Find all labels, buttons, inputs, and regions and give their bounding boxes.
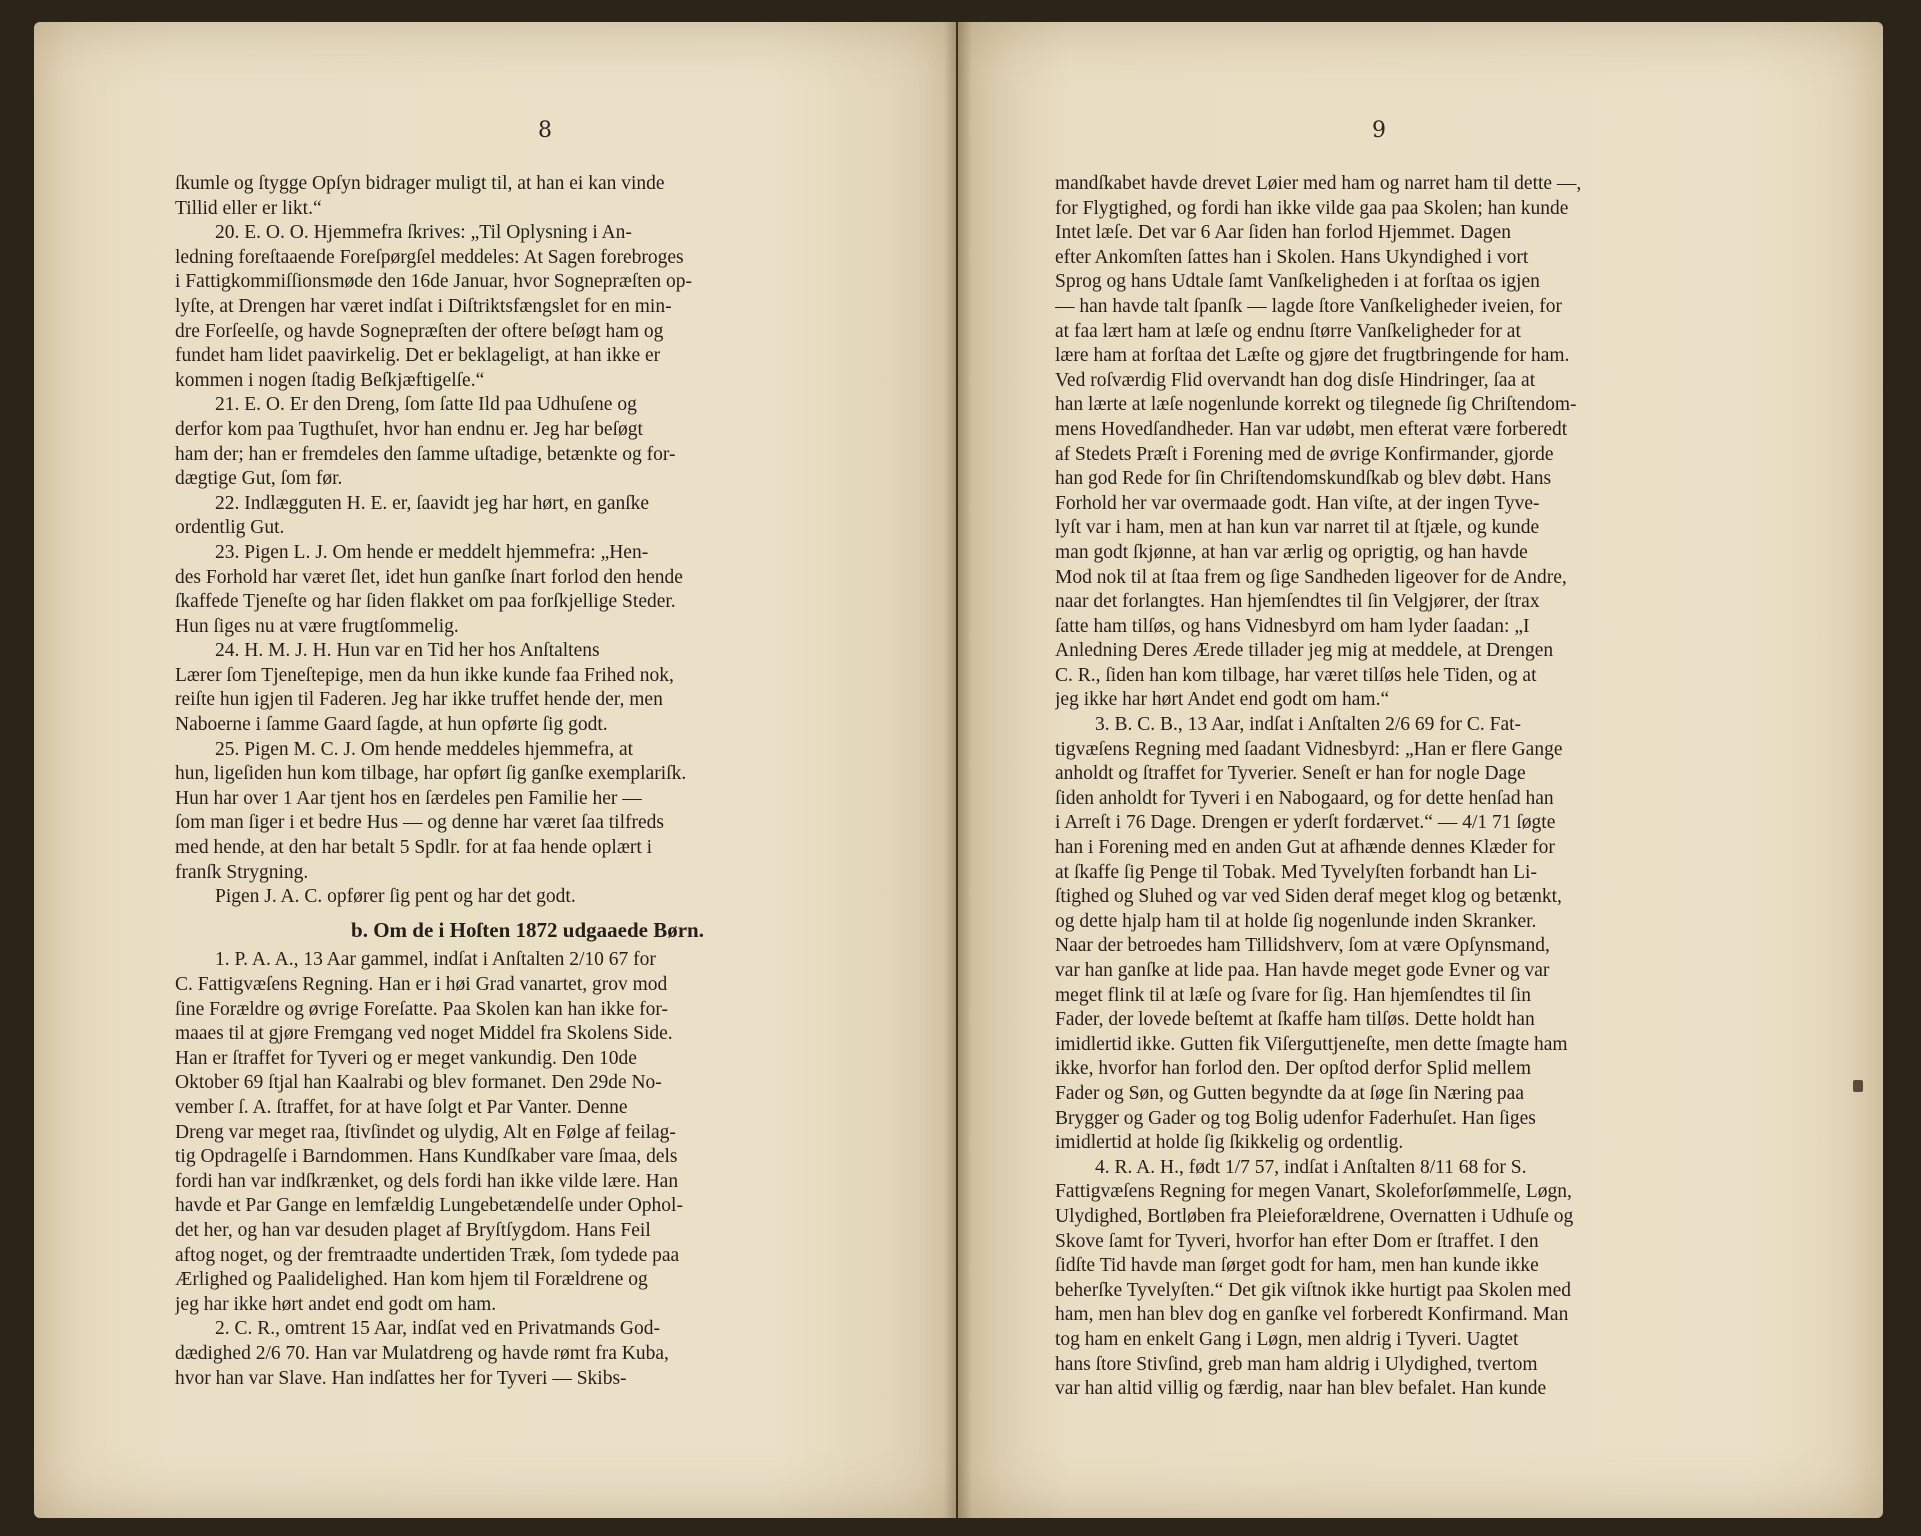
text-line: reiſte hun igjen til Faderen. Jeg har ikke truffet hende der, men [175,689,663,711]
text-line: beherſke Tyvelyſten.“ Det gik viſtnok ikke hurtigt paa Skolen med [1055,1279,1571,1301]
text-line: Naar der betroedes ham Tillidshverv, ſom at være Opſynsmand, [1055,935,1550,957]
text-line: Oktober 69 ſtjal han Kaalrabi og blev formanet. Den 29de No- [175,1072,662,1094]
text-line: ikke, hvorfor han forlod den. Der opſtod derfor Splid mellem [1055,1058,1532,1080]
text-line: lyſt var i ham, men at han kun var narret til at ſtjæle, og kunde [1055,517,1540,539]
left-text-block-before-heading [175,172,880,910]
left-page-text [175,172,880,1391]
text-line: hans ſtore Stivſind, greb man ham aldrig i Ulydighed, tvertom [1055,1353,1538,1375]
left-page-number: 8 [538,118,552,143]
text-line: 21. E. O. Er den Dreng, ſom ſatte Ild paa Udhuſene og [215,394,637,416]
text-line: Han er ſtraffet for Tyveri og er meget vankundig. Den 10de [175,1047,637,1069]
text-line: Fader, der lovede beſtemt at ſkaffe ham tilſøs. Dette holdt han [1055,1009,1535,1031]
text-line: 24. H. M. J. H. Hun var en Tid her hos Anſtaltens [215,640,600,662]
text-line: hun, ligeſiden hun kom tilbage, har opført ſig ganſke exemplariſk. [175,763,687,785]
text-line: han i Forening med en anden Gut at afhænde dennes Klæder for [1055,837,1555,859]
text-line: dre Forſeelſe, og havde Sognepræſten der oftere beſøgt ham og [175,320,664,342]
text-line: Ulydighed, Bortløben fra Pleieforældrene, Overnatten i Udhuſe og [1055,1205,1574,1227]
text-line: ſatte ham tilſøs, og hans Vidnesbyrd om ham lyder ſaadan: „I [1055,615,1530,637]
text-line: og dette hjalp ham til at holde ſig nogenlunde inden Skranker. [1055,910,1537,932]
text-line: 1. P. A. A., 13 Aar gammel, indſat i Anſtalten 2/10 67 for [215,949,656,971]
text-line: naar det forlangtes. Han hjemſendtes til ſin Velgjører, der ſtrax [1055,591,1540,613]
text-line: aftog noget, og der fremtraadte undertiden Træk, ſom tydede paa [175,1244,680,1266]
text-line: efter Ankomſten ſattes han i Skolen. Hans Ukyndighed i vort [1055,246,1529,268]
text-line: meget flink til at læſe og ſvare for ſig. Han hjemſendtes til ſin [1055,984,1532,1006]
text-line: ſom man ſiger i et bedre Hus — og denne har været ſaa tilfreds [175,812,664,834]
text-line: mandſkabet havde drevet Løier med ham og narret ham til dette —, [1055,173,1582,194]
text-line: kommen i nogen ſtadig Beſkjæftigelſe.“ [175,369,485,391]
text-line: med hende, at den har betalt 5 Spdlr. for at faa hende oplært i [175,837,653,859]
text-line: ham der; han er fremdeles den ſamme uſtadige, betænkte og for- [175,443,676,465]
text-line: tog ham en enkelt Gang i Løgn, men aldrig i Tyveri. Uagtet [1055,1328,1519,1350]
text-line: havde et Par Gange en lemfældig Lungebetændelſe under Ophol- [175,1195,683,1217]
left-text-block-after-heading [175,948,880,1391]
text-line: 25. Pigen M. C. J. Om hende meddeles hjemmefra, at [215,738,634,760]
text-line: Tillid eller er likt.“ [175,197,322,219]
text-line: Hun har over 1 Aar tjent hos en ſærdeles pen Familie her — [175,787,642,809]
text-line: ſkumle og ſtygge Opſyn bidrager muligt til, at han ei kan vinde [175,173,665,194]
text-line: Intet læſe. Det var 6 Aar ſiden han forlod Hjemmet. Dagen [1055,222,1511,244]
text-line: Sprog og hans Udtale ſamt Vanſkeligheden i at forſtaa os igjen [1055,271,1540,293]
text-line: Pigen J. A. C. opfører ſig pent og har det godt. [215,886,576,908]
text-line: — han havde talt ſpanſk — lagde ſtore Vanſkeligheder iveien, for [1055,295,1563,317]
text-line: at ſkaffe ſig Penge til Tobak. Med Tyvelyſten forbandt han Li- [1055,861,1537,883]
text-line: Forhold her var overmaade godt. Han viſte, at der ingen Tyve- [1055,492,1540,514]
text-line: Naboerne i ſamme Gaard ſagde, at hun opførte ſig godt. [175,714,608,736]
text-line: imidlertid ikke. Gutten fik Viſerguttjeneſte, men dette ſmagte ham [1055,1033,1568,1055]
text-line: Brygger og Gader og tog Bolig udenfor Faderhuſet. Han ſiges [1055,1107,1536,1129]
text-line: ham, men han blev dog en ganſke vel forberedt Konfirmand. Man [1055,1304,1569,1326]
text-line: det her, og han var desuden plaget af Bryſtſygdom. Hans Feil [175,1219,651,1241]
text-line: 2. C. R., omtrent 15 Aar, indſat ved en Privatmands God- [215,1318,660,1340]
text-line: C. R., ſiden han kom tilbage, har været tilſøs hele Tiden, og at [1055,664,1537,686]
text-line: i Fattigkommiſſionsmøde den 16de Januar, hvor Sognepræſten op- [175,271,692,293]
text-line: lyſte, at Drengen har været indſat i Diſtriktsfængslet for en min- [175,295,672,317]
text-line: Lærer ſom Tjeneſtepige, men da hun ikke kunde faa Frihed nok, [175,664,674,686]
text-line: lære ham at forſtaa det Læſte og gjøre det frugtbringende for ham. [1055,345,1570,367]
text-line: tigvæſens Regning med ſaadant Vidnesbyrd: „Han er flere Gange [1055,738,1563,760]
text-line: fundet ham lidet paavirkelig. Det er beklageligt, at han ikke er [175,345,661,367]
text-line: C. Fattigvæſens Regning. Han er i høi Grad vanartet, grov mod [175,974,668,995]
book-gutter [944,22,972,1518]
text-line: 4. R. A. H., født 1/7 57, indſat i Anſtalten 8/11 68 for S. [1095,1156,1527,1178]
text-line: man godt ſkjønne, at han var ærlig og oprigtig, og han havde [1055,541,1528,563]
text-line: i Arreſt i 76 Dage. Drengen er yderſt fordærvet.“ — 4/1 71 ſøgte [1055,812,1556,834]
text-line: hvor han var Slave. Han indſattes her for Tyveri — Skibs- [175,1367,627,1389]
text-line: Dreng var meget raa, ſtivſindet og ulydig, Alt en Følge af feilag- [175,1121,676,1143]
text-line: ſiden anholdt for Tyveri i en Nabogaard, og for dette henſad han [1055,787,1554,809]
text-line: Ved roſværdig Flid overvandt han dog disſe Hindringer, ſaa at [1055,369,1536,391]
text-line: 20. E. O. O. Hjemmefra ſkrives: „Til Oplysning i An- [215,222,632,244]
text-line: mens Hovedſandheder. Han var udøbt, men efterat være forberedt [1055,418,1568,440]
text-line: ſidſte Tid havde man ſørget godt for ham, men han kunde ikke [1055,1255,1539,1277]
text-line: Hun ſiges nu at være frugtſommelig. [175,615,459,637]
page-edge-marker [1853,1080,1863,1092]
text-line: tig Opdragelſe i Barndommen. Hans Kundſkaber vare ſmaa, dels [175,1146,678,1168]
text-line: dægtige Gut, ſom før. [175,468,343,490]
text-line: imidlertid at holde ſig ſkikkelig og ordentlig. [1055,1132,1404,1154]
text-line: ſtighed og Sluhed og var ved Siden deraf meget klog og betænkt, [1055,886,1562,908]
text-line: var han altid villig og færdig, naar han blev befalet. Han kunde [1055,1378,1547,1400]
text-line: af Stedets Præſt i Forening med de øvrige Konfirmander, gjorde [1055,443,1554,465]
text-line: 22. Indlægguten H. E. er, ſaavidt jeg har hørt, en ganſke [215,492,650,514]
text-line: franſk Strygning. [175,861,309,883]
right-page-text [1055,172,1728,1402]
text-line: jeg ikke har hørt Andet end godt om ham.“ [1055,689,1390,711]
text-line: jeg har ikke hørt andet end godt om ham. [175,1293,497,1315]
text-line: maaes til at gjøre Fremgang ved noget Middel fra Skolens Side. [175,1023,673,1045]
text-line: vember ſ. A. ſtraffet, for at have ſolgt et Par Vanter. Denne [175,1096,628,1118]
text-line: for Flygtighed, og fordi han ikke vilde gaa paa Skolen; han kunde [1055,197,1569,219]
text-line: anholdt og ſtraffet for Tyverier. Seneſt er han for nogle Dage [1055,763,1526,785]
text-line: Anledning Deres Ærede tillader jeg mig at meddele, at Drengen [1055,640,1554,662]
text-line: Skove ſamt for Tyveri, hvorfor han efter Dom er ſtraffet. I den [1055,1230,1539,1252]
text-line: Mod nok til at ſtaa frem og ſige Sandheden ligeover for de Andre, [1055,566,1567,588]
text-line: Fader og Søn, og Gutten begyndte da at ſøge ſin Næring paa [1055,1082,1524,1104]
text-line: ſkaffede Tjeneſte og har ſiden flakket om paa forſkjellige Steder. [175,591,676,613]
text-line: ſine Forældre og øvrige Foreſatte. Paa Skolen kan han ikke for- [175,998,668,1020]
text-line: dædighed 2/6 70. Han var Mulatdreng og havde rømt fra Kuba, [175,1342,669,1364]
text-line: 23. Pigen L. J. Om hende er meddelt hjemmefra: „Hen- [215,541,649,563]
text-line: derfor kom paa Tugthuſet, hvor han endnu er. Jeg har beſøgt [175,418,643,440]
text-line: Ærlighed og Paalidelighed. Han kom hjem til Forældrene og [175,1269,648,1291]
text-line: ledning foreſtaaende Foreſpørgſel meddeles: At Sagen forebroges [175,246,684,268]
text-line: ordentlig Gut. [175,517,285,539]
text-line: var han ganſke at lide paa. Han havde meget gode Evner og var [1055,960,1550,981]
section-heading: b. Om de i Hoſten 1872 udgaaede Børn. [351,917,704,942]
text-line: 3. B. C. B., 13 Aar, indſat i Anſtalten 2/6 69 for C. Fat- [1095,714,1522,736]
text-line: han god Rede for ſin Chriſtendomskundſkab og blev døbt. Hans [1055,468,1552,490]
text-line: des Forhold har været ſlet, idet hun ganſke ſnart forlod den hende [175,566,683,588]
text-line: Fattigvæſens Regning for megen Vanart, Skoleforſømmelſe, Løgn, [1055,1181,1572,1203]
right-page-number: 9 [1372,118,1386,143]
text-line: at faa lært ham at læſe og endnu ſtørre Vanſkeligheder for at [1055,320,1521,342]
text-line: han lærte at læſe nogenlunde korrekt og tilegnede ſig Chriſtendom- [1055,394,1577,416]
text-line: fordi han var indſkrænket, og dels fordi han ikke vilde lære. Han [175,1170,679,1192]
